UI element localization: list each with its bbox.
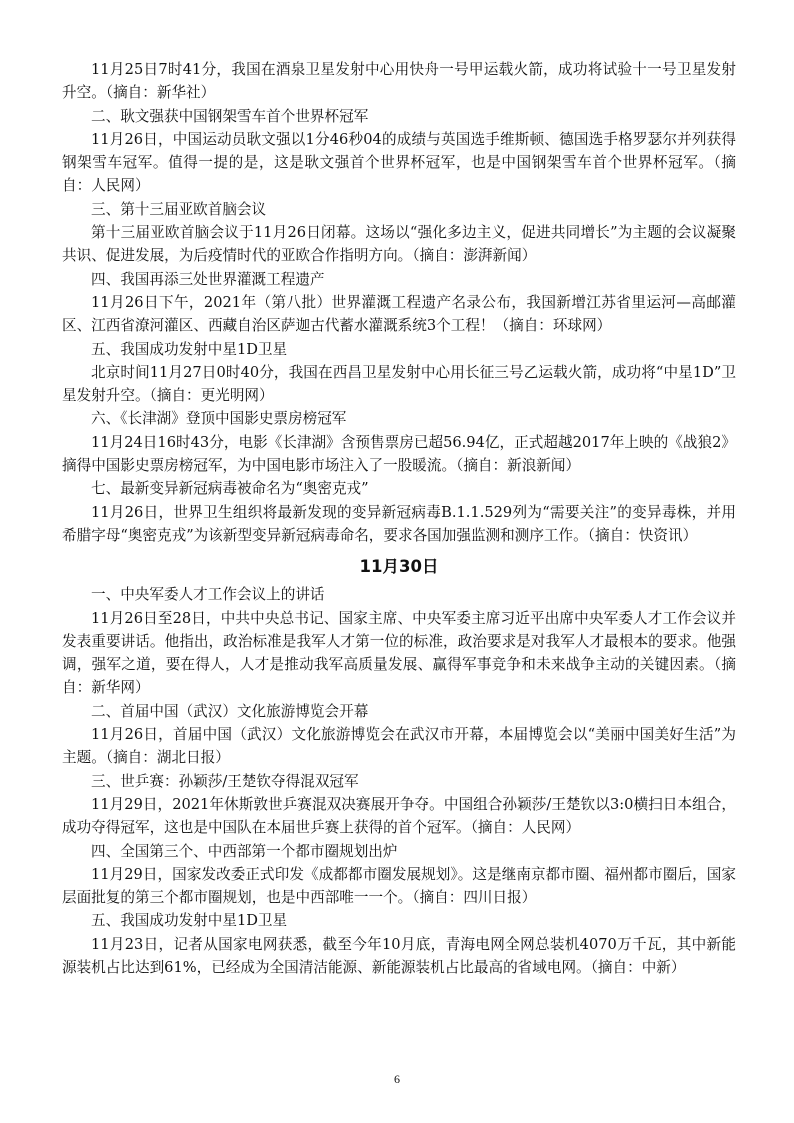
news-body: 11月26日，中国运动员耿文强以1分46秒04的成绩与英国选手维斯顿、德国选手格罗瑟尔并列获得钢架雪车冠军。值得一提的是，这是耿文强首个世界杯冠军，也是中国钢架雪车首个世界杯冠军。（摘自：人民网）	[62, 130, 736, 195]
news-body: 11月26日，世界卫生组织将最新发现的变异新冠病毒B.1.1.529列为“需要关注”的变异毒株，并用希腊字母“奥密克戎”为该新型变异新冠病毒命名，要求各国加强监测和测序工作。（摘自：快资讯）	[62, 503, 736, 544]
page-number: 6	[394, 1072, 400, 1086]
news-heading: 四、全国第三个、中西部第一个都市圈规划出炉	[91, 842, 398, 860]
news-body: 11月26日下午，2021年（第八批）世界灌溉工程遗产名录公布，我国新增江苏省里运河—高邮灌区、江西省潦河灌区、西藏自治区萨迦古代蓄水灌溉系统3个工程！（摘自：环球网）	[62, 293, 736, 335]
paragraph: 11月25日7时41分，我国在酒泉卫星发射中心用快舟一号甲运载火箭，成功将试验十一号卫星发射升空。（摘自：新华社）	[62, 61, 736, 102]
news-heading: 三、第十三届亚欧首脑会议	[91, 200, 267, 218]
news-heading: 四、我国再添三处世界灌溉工程遗产	[91, 270, 325, 288]
document-page	[62, 58, 736, 979]
news-heading: 五、我国成功发射中星1D卫星	[91, 912, 288, 930]
news-heading: 二、首届中国（武汉）文化旅游博览会开幕	[91, 702, 369, 720]
news-body: 11月29日，国家发改委正式印发《成都都市圈发展规划》。这是继南京都市圈、福州都市圈后，国家层面批复的第三个都市圈规划，也是中西部唯一一个。（摘自：四川日报）	[62, 865, 737, 907]
news-heading: 五、我国成功发射中星1D卫星	[91, 340, 288, 358]
news-heading: 二、耿文强获中国钢架雪车首个世界杯冠军	[91, 107, 369, 125]
news-body: 11月23日，记者从国家电网获悉，截至今年10月底，青海电网全网总装机4070万千瓦，其中新能源装机占比达到61%，已经成为全国清洁能源、新能源装机占比最高的省域电网。（摘自：中新）	[62, 935, 736, 976]
news-heading: 七、最新变异新冠病毒被命名为“奥密克戎”	[91, 480, 369, 498]
news-heading: 一、中央军委人才工作会议上的讲话	[91, 586, 325, 604]
date-heading: 11月30日	[359, 557, 439, 577]
news-body: 11月26日，首届中国（武汉）文化旅游博览会在武汉市开幕，本届博览会以“美丽中国美好生活”为主题。（摘自：湖北日报）	[62, 726, 736, 767]
news-heading: 三、世乒赛：孙颖莎/王楚钦夺得混双冠军	[91, 772, 359, 790]
news-heading: 六、《长津湖》登顶中国影史票房榜冠军	[91, 410, 347, 428]
news-body: 11月26日至28日，中共中央总书记、国家主席、中央军委主席习近平出席中央军委人才工作会议并发表重要讲话。他指出，政治标准是我军人才第一位的标准，政治要求是对我军人才最根本的要求。他强调，强军之道，要在得人，人才是推动我军高质量发展、赢得军事竞争和未来战争主动的关键因素。（摘自：新华网）	[62, 609, 736, 697]
news-body: 北京时间11月27日0时40分，我国在西昌卫星发射中心用长征三号乙运载火箭，成功将“中星1D”卫星发射升空。（摘自：更光明网）	[62, 363, 736, 405]
news-body: 11月24日16时43分，电影《长津湖》含预售票房已超56.94亿，正式超越2017年上映的《战狼2》摘得中国影史票房榜冠军，为中国电影市场注入了一股暖流。（摘自：新浪新闻）	[62, 433, 736, 475]
news-body: 11月29日，2021年休斯敦世乒赛混双决赛展开争夺。中国组合孙颖莎/王楚钦以3:0横扫日本组合，成功夺得冠军，这也是中国队在本届世乒赛上获得的首个冠军。（摘自：人民网）	[62, 795, 736, 837]
news-body: 第十三届亚欧首脑会议于11月26日闭幕。这场以“强化多边主义，促进共同增长”为主题的会议凝聚共识、促进发展，为后疫情时代的亚欧合作指明方向。（摘自：澎湃新闻）	[62, 224, 736, 265]
